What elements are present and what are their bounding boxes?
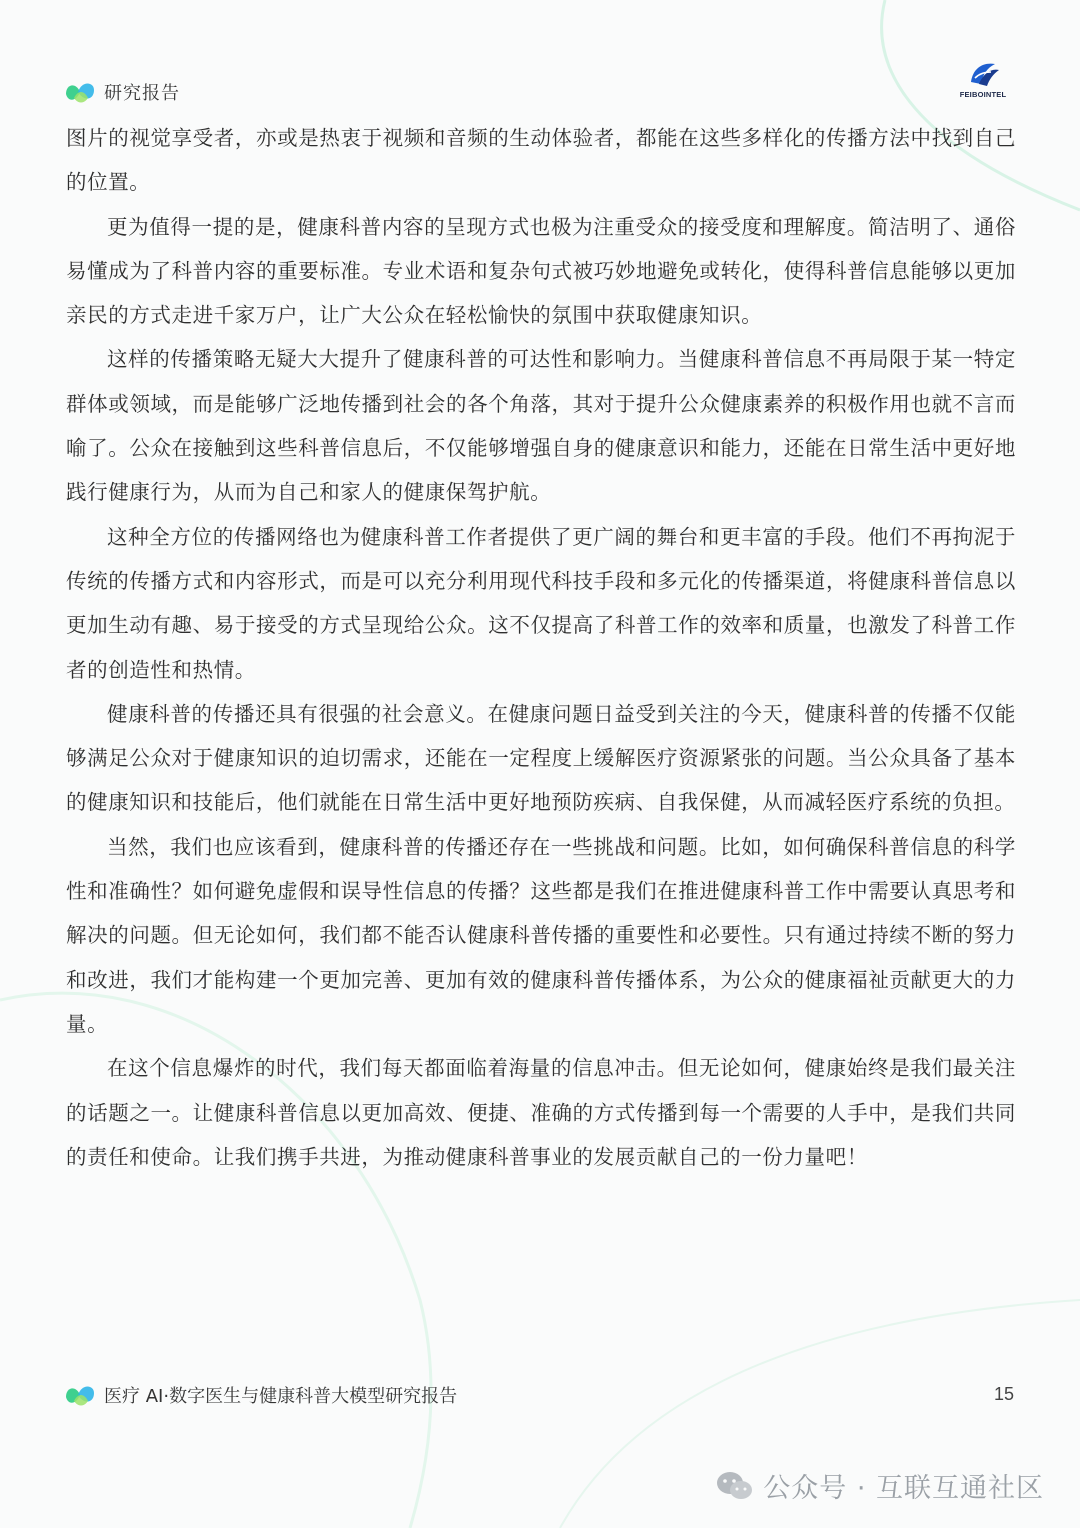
paragraph: 在这个信息爆炸的时代，我们每天都面临着海量的信息冲击。但无论如何，健康始终是我们最关注的话题之一。让健康科普信息以更加高效、便捷、准确的方式传播到每一个需要的人手中，是我们共同的责任和使命。让我们携手共进，为推动健康科普事业的发展贡献自己的一份力量吧！ [66, 1056, 1016, 1169]
paragraph: 图片的视觉享受者，亦或是热衷于视频和音频的生动体验者，都能在这些多样化的传播方法中找到自己的位置。 [66, 126, 1016, 195]
paragraph: 这样的传播策略无疑大大提升了健康科普的可达性和影响力。当健康科普信息不再局限于某一特定群体或领域，而是能够广泛地传播到社会的各个角落，其对于提升公众健康素养的积极作用也就不言而喻了。公众在接触到这些科普信息后，不仅能够增强自身的健康意识和能力，还能在日常生活中更好地践行健康行为，从而为自己和家人的健康保驾护航。 [66, 347, 1016, 505]
report-label: 研究报告 [104, 83, 180, 104]
page-number: 15 [993, 1384, 1014, 1404]
report-title: 医疗 AI·数字医生与健康科普大模型研究报告 [104, 1386, 458, 1407]
paragraph: 更为值得一提的是，健康科普内容的呈现方式也极为注重受众的接受度和理解度。简洁明了、通俗易懂成为了科普内容的重要标准。专业术语和复杂句式被巧妙地避免或转化，使得科普信息能够以更加亲民的方式走进千家万户，让广大公众在轻松愉快的氛围中获取健康知识。 [66, 214, 1016, 328]
watermark [715, 1466, 1044, 1505]
feibointel-logo-icon [965, 60, 1001, 88]
page-header [64, 78, 180, 106]
body-text [66, 116, 1016, 1179]
paragraph: 当然，我们也应该看到，健康科普的传播还存在一些挑战和问题。比如，如何确保科普信息的科学性和准确性？如何避免虚假和误导性信息的传播？这些都是我们在推进健康科普工作中需要认真思考和解决的问题。但无论如何，我们都不能否认健康科普传播的重要性和必要性。只有通过持续不断的努力和改进，我们才能构建一个更加完善、更加有效的健康科普传播体系，为公众的健康福祉贡献更大的力量。 [66, 834, 1016, 1036]
paragraph: 这种全方位的传播网络也为健康科普工作者提供了更广阔的舞台和更丰富的手段。他们不再拘泥于传统的传播方式和内容形式，而是可以充分利用现代科技手段和多元化的传播渠道，将健康科普信息以更加生动有趣、易于接受的方式呈现给公众。这不仅提高了科普工作的效率和质量，也激发了科普工作者的创造性和热情。 [66, 524, 1016, 682]
watermark-text: 公众号 · 互联互通社区 [763, 1473, 1044, 1504]
brand-name: FEIBOINTEL [959, 90, 1007, 99]
green-leaf-logo-icon [64, 78, 96, 106]
brand-logo [956, 60, 1010, 99]
wechat-icon [715, 1470, 755, 1502]
page-footer [64, 1381, 457, 1409]
green-leaf-logo-icon [64, 1381, 96, 1409]
paragraph: 健康科普的传播还具有很强的社会意义。在健康问题日益受到关注的今天，健康科普的传播不仅能够满足公众对于健康知识的迫切需求，还能在一定程度上缓解医疗资源紧张的问题。当公众具备了基本的健康知识和技能后，他们就能在日常生活中更好地预防疾病、自我保健，从而减轻医疗系统的负担。 [66, 701, 1016, 815]
